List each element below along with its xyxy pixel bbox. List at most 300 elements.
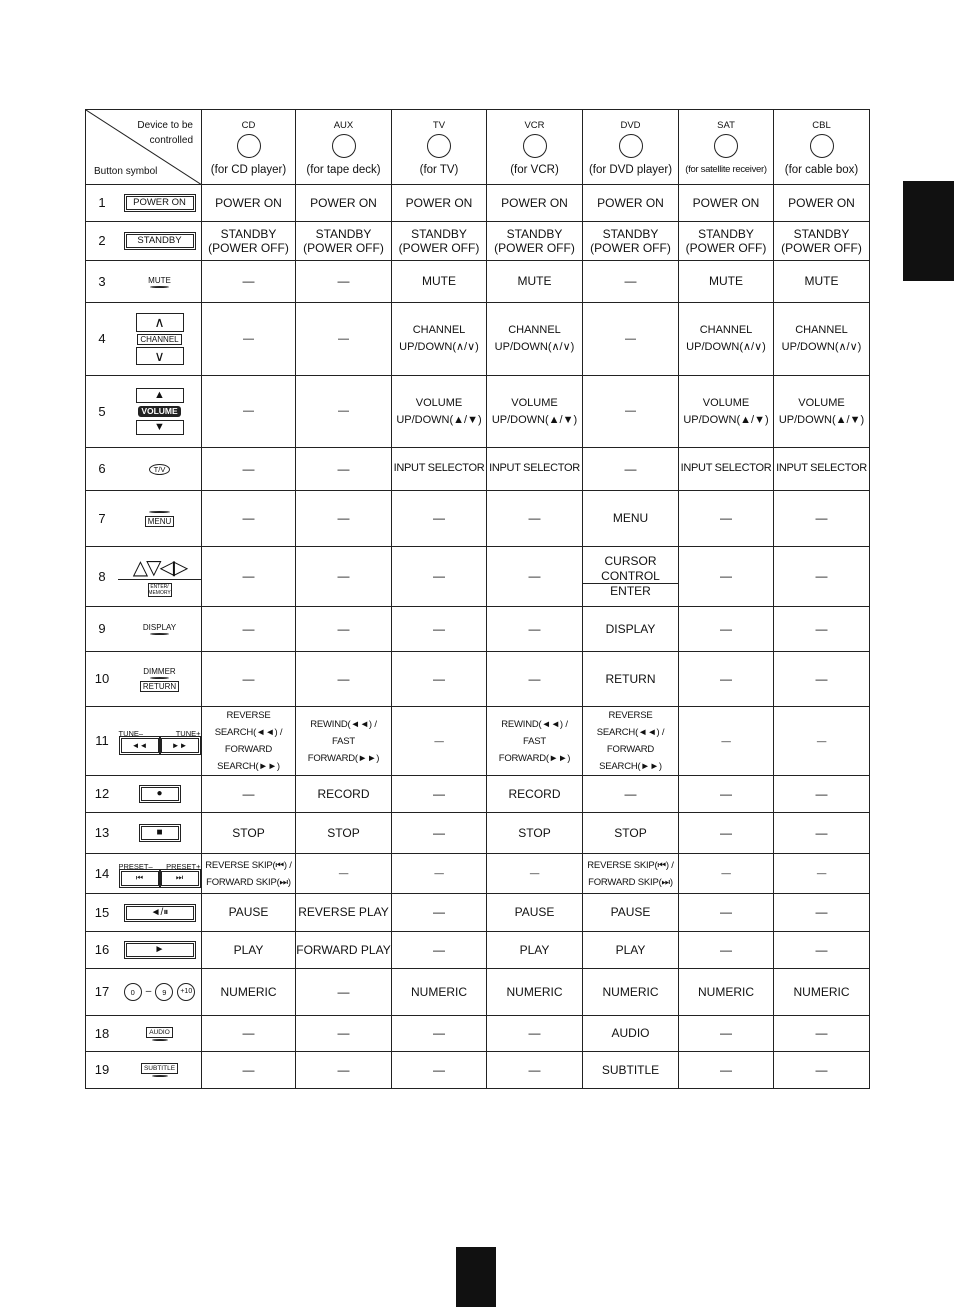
table-row: [86, 261, 870, 303]
function-cell: [487, 185, 583, 222]
selector-knob-icon: [332, 134, 356, 158]
function-text: POWER ON: [215, 195, 282, 210]
function-cell: [392, 303, 487, 376]
function-text: PAUSE: [228, 905, 269, 920]
function-cell: [296, 652, 392, 707]
function-text: —: [337, 1062, 350, 1077]
table-row: [86, 547, 870, 607]
function-text: —: [528, 511, 541, 526]
function-cell: [487, 969, 583, 1016]
function-text: PAUSE: [514, 905, 555, 920]
device-column-dvd: [583, 110, 679, 185]
preset-minus-label: PRESET–: [118, 861, 153, 871]
function-cell: [679, 448, 774, 491]
function-cell: [296, 932, 392, 969]
function-text: —: [720, 1062, 732, 1077]
function-cell: [583, 261, 679, 303]
function-text: CHANNEL UP/DOWN(∧/∨): [686, 324, 766, 353]
function-text: —: [815, 786, 828, 801]
function-text: STANDBY (POWER OFF): [208, 226, 289, 255]
function-cell: [487, 303, 583, 376]
function-cell: [296, 1016, 392, 1052]
function-text: STANDBY (POWER OFF): [590, 226, 671, 255]
function-cell: [487, 813, 583, 854]
device-column-cd: [202, 110, 296, 185]
row-number: 15: [94, 904, 110, 920]
row-number: 11: [95, 733, 109, 749]
function-text: —: [815, 942, 828, 957]
function-cell: [202, 932, 296, 969]
function-text: REVERSE SKIP(⏮) / FORWARD SKIP(⏭): [205, 859, 292, 888]
function-cell: [774, 448, 870, 491]
cursor-control-text: CURSOR CONTROL: [583, 554, 678, 584]
function-cell: [392, 776, 487, 813]
device-code: SAT: [717, 120, 735, 131]
table-row: [86, 222, 870, 261]
rewind-button-icon: ◄◄: [121, 738, 159, 753]
function-cell: [487, 1052, 583, 1089]
selector-knob-icon: [237, 134, 261, 158]
skip-back-button-icon: ⏮: [121, 871, 159, 886]
function-cell: [202, 448, 296, 491]
function-text: PLAY: [615, 942, 646, 957]
function-text: —: [433, 621, 445, 636]
function-text: MUTE: [422, 274, 456, 289]
button-symbol-cell: [86, 813, 202, 854]
function-text: —: [720, 1026, 732, 1041]
device-code: VCR: [524, 120, 545, 131]
function-cell: [487, 894, 583, 932]
function-text: —: [242, 621, 255, 636]
function-text: REVERSE SEARCH(◄◄) / FORWARD SEARCH(►►): [596, 710, 665, 772]
function-text: —: [721, 868, 731, 879]
menu-button-icon: [149, 511, 170, 513]
function-cell: [679, 652, 774, 707]
function-text: —: [624, 786, 637, 801]
function-text: —: [528, 621, 541, 636]
function-cell: [202, 776, 296, 813]
function-cell: [202, 854, 296, 894]
device-desc: (for satellite receiver): [685, 164, 767, 175]
function-cell: [202, 491, 296, 547]
function-cell: [487, 222, 583, 261]
device-desc: (for tape deck): [306, 164, 381, 176]
button-symbol-cell: [86, 185, 202, 222]
return-label: RETURN: [140, 681, 179, 692]
function-cell: [679, 303, 774, 376]
function-text: DISPLAY: [605, 621, 656, 636]
function-text: —: [434, 868, 444, 879]
function-text: —: [433, 1062, 445, 1077]
function-cell: [583, 707, 679, 776]
function-text: —: [242, 461, 255, 476]
numeric-9-button-icon: 9: [155, 983, 173, 1001]
button-symbol-cell: [86, 1052, 202, 1089]
function-cell: [202, 261, 296, 303]
function-cell: [679, 185, 774, 222]
row-number: 13: [94, 825, 110, 841]
function-cell: [679, 547, 774, 607]
function-cell: [392, 969, 487, 1016]
function-cell: [487, 376, 583, 448]
remote-control-table: [85, 109, 870, 1089]
subtitle-label: SUBTITLE: [141, 1063, 178, 1074]
function-text: POWER ON: [788, 195, 855, 210]
function-text: —: [433, 1026, 445, 1041]
tune-minus-label: TUNE–: [118, 729, 144, 738]
function-text: CHANNEL UP/DOWN(∧/∨): [781, 324, 862, 353]
function-text: POWER ON: [310, 195, 377, 210]
function-cell: [487, 261, 583, 303]
tune-plus-label: TUNE+: [175, 729, 201, 738]
function-cell: [392, 185, 487, 222]
function-cell: [296, 222, 392, 261]
function-cell: [583, 376, 679, 448]
function-cell: [202, 547, 296, 607]
function-text: —: [720, 825, 732, 840]
function-text: —: [433, 671, 445, 686]
row-number: 8: [98, 568, 106, 584]
function-text: —: [721, 735, 731, 747]
function-text: —: [338, 332, 349, 345]
device-desc: (for CD player): [210, 164, 287, 176]
header-row: [86, 110, 870, 185]
table-row: [86, 652, 870, 707]
button-symbol-cell: [86, 303, 202, 376]
function-cell: [679, 776, 774, 813]
function-cell: [296, 776, 392, 813]
function-cell: [392, 376, 487, 448]
device-desc: (for TV): [419, 164, 459, 176]
function-cell: [202, 652, 296, 707]
table-row: [86, 1052, 870, 1089]
row-number: 5: [98, 403, 106, 419]
audio-label: AUDIO: [146, 1027, 173, 1038]
function-cell: [392, 261, 487, 303]
function-text: —: [625, 332, 636, 345]
function-text: —: [815, 671, 828, 686]
function-text: —: [815, 1062, 828, 1077]
function-text: INPUT SELECTOR: [393, 462, 485, 475]
function-text: MUTE: [709, 274, 743, 289]
function-cell: [583, 894, 679, 932]
function-cell: [296, 448, 392, 491]
display-label: DISPLAY: [142, 623, 177, 632]
device-code: AUX: [333, 120, 354, 131]
row-number: 18: [94, 1025, 110, 1041]
row-number: 16: [94, 942, 110, 958]
function-text: —: [337, 671, 350, 686]
function-cell: [487, 607, 583, 652]
function-cell: [774, 652, 870, 707]
record-button-icon: ●: [141, 787, 179, 801]
preset-plus-label: PRESET+: [166, 861, 201, 871]
range-dash: –: [145, 986, 152, 997]
function-cell: [679, 222, 774, 261]
function-cell: [202, 1016, 296, 1052]
function-text: —: [528, 1026, 541, 1041]
function-cell: [583, 813, 679, 854]
function-cell: [392, 1052, 487, 1089]
function-cell: [202, 303, 296, 376]
selector-knob-icon: [714, 134, 738, 158]
display-button-icon: [150, 633, 169, 635]
function-text: —: [720, 621, 732, 636]
function-text: MUTE: [517, 274, 552, 289]
function-cell: [774, 185, 870, 222]
table-row: [86, 607, 870, 652]
function-text: —: [816, 735, 827, 747]
function-text: —: [720, 786, 732, 801]
function-cell: [583, 854, 679, 894]
function-text: STANDBY (POWER OFF): [303, 226, 384, 255]
function-text: —: [337, 511, 350, 526]
function-text: —: [720, 511, 732, 526]
function-cell: [679, 707, 774, 776]
table-row: [86, 813, 870, 854]
device-column-sat: [679, 110, 774, 185]
function-text: MENU: [612, 511, 649, 526]
function-cell: [392, 547, 487, 607]
function-cell: [583, 932, 679, 969]
dimmer-label: DIMMER: [143, 666, 176, 676]
function-cell: [392, 813, 487, 854]
function-cell: [774, 547, 870, 607]
function-text: —: [815, 511, 828, 526]
function-cell: [392, 1016, 487, 1052]
function-cell: [679, 932, 774, 969]
function-cell: [296, 813, 392, 854]
function-cell: [202, 707, 296, 776]
function-text: STANDBY (POWER OFF): [781, 226, 862, 255]
function-text: —: [433, 511, 445, 526]
function-cell: [583, 652, 679, 707]
selector-knob-icon: [810, 134, 834, 158]
row-number: 12: [94, 786, 110, 802]
device-code: CBL: [812, 120, 831, 131]
button-symbol-cell: [86, 776, 202, 813]
function-text: —: [528, 1062, 541, 1077]
function-cell: [774, 1016, 870, 1052]
function-text: REVERSE PLAY: [298, 905, 389, 920]
button-symbol-cell: [86, 547, 202, 607]
selector-knob-icon: [523, 134, 547, 158]
function-cell: [774, 261, 870, 303]
function-text: STANDBY (POWER OFF): [685, 226, 767, 255]
function-cell: [487, 1016, 583, 1052]
button-symbol-cell: [86, 932, 202, 969]
function-cell: [774, 969, 870, 1016]
function-text: AUDIO: [611, 1026, 650, 1041]
button-symbol-cell: [86, 854, 202, 894]
function-text: —: [528, 671, 541, 686]
function-text: REVERSE SEARCH(◄◄) / FORWARD SEARCH(►►): [214, 710, 283, 772]
function-cell: [774, 491, 870, 547]
function-text: NUMERIC: [220, 984, 277, 999]
button-symbol-cell: [86, 491, 202, 547]
function-text: —: [529, 868, 540, 879]
enter-text: ENTER: [610, 584, 651, 599]
button-symbol-cell: [86, 707, 202, 776]
function-cell: [583, 607, 679, 652]
function-text: —: [815, 905, 828, 920]
function-cell: [202, 894, 296, 932]
button-symbol-cell: [86, 376, 202, 448]
table-row: [86, 707, 870, 776]
function-text: —: [720, 671, 732, 686]
row-number: 19: [94, 1062, 110, 1078]
function-text: PLAY: [233, 942, 264, 957]
function-text: —: [433, 569, 445, 584]
function-text: —: [338, 868, 349, 879]
function-text: PLAY: [519, 942, 550, 957]
function-text: MUTE: [804, 274, 839, 289]
function-text: —: [434, 735, 444, 747]
volume-up-icon: ▲: [136, 388, 184, 403]
function-text: SUBTITLE: [601, 1062, 660, 1077]
function-cell: [392, 894, 487, 932]
function-cell: [774, 707, 870, 776]
function-cell: [583, 547, 679, 607]
function-cell: [392, 932, 487, 969]
button-symbol-cell: [86, 222, 202, 261]
function-cell: [487, 652, 583, 707]
function-cell: [487, 776, 583, 813]
function-cell: [202, 1052, 296, 1089]
function-text: —: [815, 825, 828, 840]
function-text: —: [242, 1026, 255, 1041]
function-cell: [774, 607, 870, 652]
skip-forward-button-icon: ⏭: [161, 871, 199, 886]
table-row: [86, 491, 870, 547]
table-row: [86, 376, 870, 448]
channel-up-icon: ∧: [136, 313, 184, 332]
function-text: RECORD: [317, 786, 370, 801]
function-cell: [679, 376, 774, 448]
row-number: 4: [98, 331, 106, 347]
function-text: VOLUME UP/DOWN(▲/▼): [683, 396, 769, 426]
function-cell: [202, 222, 296, 261]
function-cell: [679, 813, 774, 854]
function-text: STOP: [327, 825, 360, 840]
button-symbol-cell: [86, 969, 202, 1016]
function-text: —: [433, 905, 445, 920]
function-text: POWER ON: [405, 195, 473, 210]
function-text: INPUT SELECTOR: [776, 462, 867, 475]
channel-down-icon: ∨: [136, 347, 184, 366]
function-cell: [774, 303, 870, 376]
selector-knob-icon: [427, 134, 451, 158]
device-column-cbl: [774, 110, 870, 185]
function-text: VOLUME UP/DOWN(▲/▼): [778, 396, 865, 426]
function-cell: [583, 491, 679, 547]
channel-label: CHANNEL: [137, 334, 181, 345]
device-desc: (for DVD player): [588, 164, 673, 176]
function-cell: [679, 1052, 774, 1089]
function-cell: [392, 652, 487, 707]
function-text: —: [338, 405, 349, 417]
tv-button-icon: T/V: [149, 464, 170, 475]
function-cell: [583, 969, 679, 1016]
function-cell: [487, 448, 583, 491]
function-text: —: [337, 569, 350, 584]
function-cell: [487, 854, 583, 894]
function-cell: [487, 491, 583, 547]
function-text: —: [815, 1026, 828, 1041]
numeric-plus10-button-icon: +10: [177, 983, 195, 1001]
function-cell: [392, 222, 487, 261]
function-cell: [296, 854, 392, 894]
function-cell: [296, 707, 392, 776]
device-code: TV: [432, 120, 446, 131]
function-text: —: [242, 274, 255, 289]
function-text: —: [337, 461, 350, 476]
table-row: [86, 932, 870, 969]
mute-label: MUTE: [148, 275, 171, 285]
function-text: —: [720, 942, 732, 957]
row-number: 14: [94, 865, 110, 881]
table-row: [86, 185, 870, 222]
function-cell: [392, 491, 487, 547]
button-symbol-cell: [86, 448, 202, 491]
function-text: —: [720, 905, 732, 920]
function-cell: [583, 222, 679, 261]
function-cell: [392, 854, 487, 894]
function-text: —: [242, 511, 255, 526]
button-symbol-heading: Button symbol: [94, 166, 158, 177]
function-text: —: [816, 868, 827, 879]
function-text: NUMERIC: [411, 984, 467, 999]
function-cell: [583, 448, 679, 491]
button-symbol-cell: [86, 894, 202, 932]
function-text: —: [624, 274, 637, 289]
function-text: —: [433, 942, 445, 957]
function-text: RECORD: [508, 786, 561, 801]
function-text: STOP: [232, 825, 265, 840]
table-row: [86, 303, 870, 376]
enter-memory-button-icon: ENTER/ MEMORY: [148, 583, 171, 596]
function-text: —: [624, 461, 637, 476]
function-cell: [774, 854, 870, 894]
volume-label: VOLUME: [138, 406, 180, 417]
function-cell: [583, 303, 679, 376]
function-text: —: [625, 405, 636, 417]
page-number-tab: [456, 1247, 496, 1307]
function-text: STANDBY (POWER OFF): [494, 226, 575, 255]
function-cell: [774, 776, 870, 813]
dimmer-return-button-icon: [150, 677, 169, 679]
function-cell: [679, 854, 774, 894]
function-text: VOLUME UP/DOWN(▲/▼): [396, 396, 482, 426]
function-text: NUMERIC: [506, 984, 563, 999]
function-text: —: [433, 825, 445, 840]
volume-down-icon: ▼: [136, 420, 184, 435]
function-cell: [774, 1052, 870, 1089]
function-cell: [296, 969, 392, 1016]
function-cell: [679, 491, 774, 547]
function-text: STOP: [614, 825, 647, 840]
function-text: STANDBY (POWER OFF): [398, 226, 480, 255]
button-symbol-cell: [86, 652, 202, 707]
button-symbol-cell: [86, 1016, 202, 1052]
row-number: 3: [98, 273, 106, 289]
function-text: —: [815, 569, 828, 584]
function-cell: [487, 707, 583, 776]
reverse-pause-button-icon: ◄/⏸: [126, 906, 194, 920]
function-text: CHANNEL UP/DOWN(∧/∨): [399, 324, 479, 353]
function-cell: [392, 607, 487, 652]
selector-knob-icon: [619, 134, 643, 158]
